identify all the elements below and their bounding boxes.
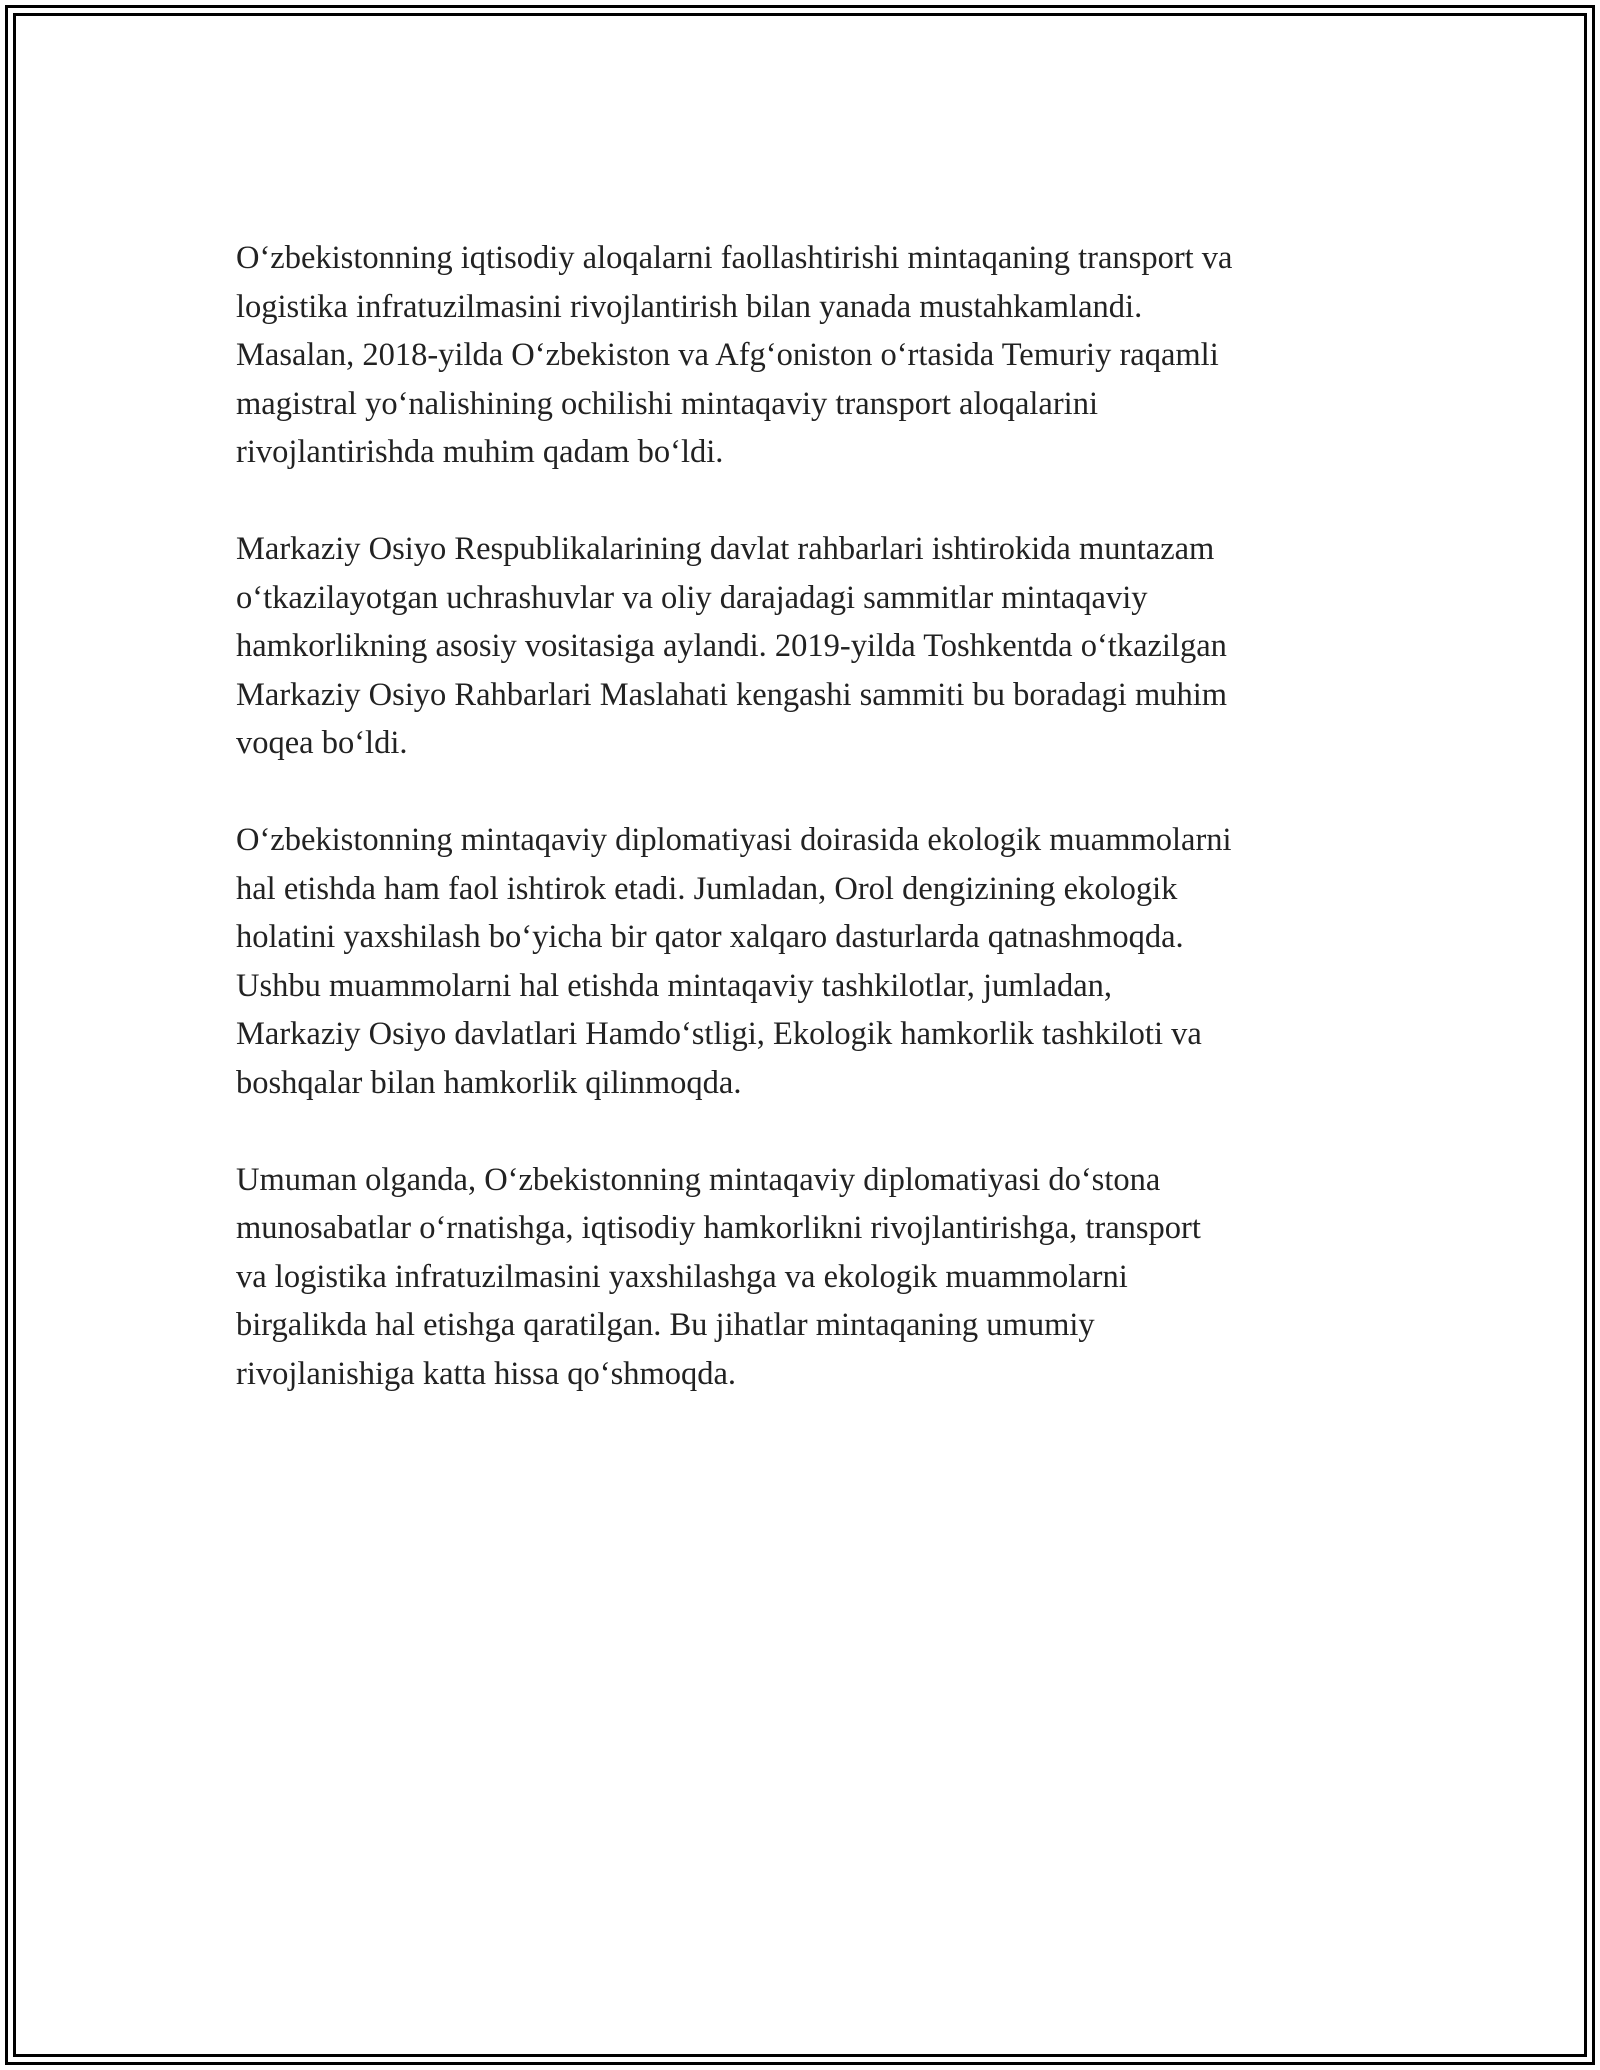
text-line: logistika infratuzilmasini rivojlantirish bilan yanada mustahkamlandi. bbox=[236, 288, 1143, 325]
text-line: magistral yo‘nalishining ochilishi mintaqaviy transport aloqalarini bbox=[236, 385, 1098, 422]
text-line: hal etishda ham faol ishtirok etadi. Jumladan, Orol dengizining ekologik bbox=[236, 870, 1178, 907]
text-line: Umuman olganda, O‘zbekistonning mintaqaviy diplomatiyasi do‘stona bbox=[236, 1161, 1161, 1198]
paragraph-1 bbox=[236, 234, 1381, 477]
text-line: birgalikda hal etishga qaratilgan. Bu jihatlar mintaqaning umumiy bbox=[236, 1307, 1095, 1343]
text-line: va logistika infratuzilmasini yaxshilashga va ekologik muammolarni bbox=[236, 1258, 1128, 1295]
paragraph-3 bbox=[236, 816, 1381, 1107]
text-line: Masalan, 2018-yilda O‘zbekiston va Afg‘oniston o‘rtasida Temuriy raqamli bbox=[236, 337, 1219, 373]
document-body bbox=[236, 234, 1381, 1447]
text-line: munosabatlar o‘rnatishga, iqtisodiy hamkorlikni rivojlantirishga, transport bbox=[236, 1210, 1201, 1246]
text-line: Markaziy Osiyo davlatlari Hamdo‘stligi, Ekologik hamkorlik tashkiloti va bbox=[236, 1016, 1202, 1052]
text-line: hamkorlikning asosiy vositasiga aylandi. 2019-yilda Toshkentda o‘tkazilgan bbox=[236, 628, 1227, 664]
text-line: Markaziy Osiyo Respublikalarining davlat rahbarlari ishtirokida muntazam bbox=[236, 531, 1215, 567]
paragraph-2 bbox=[236, 525, 1381, 768]
text-line: holatini yaxshilash bo‘yicha bir qator xalqaro dasturlarda qatnashmoqda. bbox=[236, 919, 1184, 955]
text-line: rivojlanishiga katta hissa qo‘shmoqda. bbox=[236, 1355, 737, 1392]
text-line: O‘zbekistonning mintaqaviy diplomatiyasi doirasida ekologik muammolarni bbox=[236, 822, 1232, 858]
text-line: voqea bo‘ldi. bbox=[236, 725, 408, 761]
text-line: O‘zbekistonning iqtisodiy aloqalarni faollashtirishi mintaqaning transport va bbox=[236, 240, 1233, 276]
text-line: Markaziy Osiyo Rahbarlari Maslahati kengashi sammiti bu boradagi muhim bbox=[236, 676, 1228, 713]
paragraph-4 bbox=[236, 1156, 1381, 1399]
text-line: boshqalar bilan hamkorlik qilinmoqda. bbox=[236, 1064, 742, 1101]
text-line: Ushbu muammolarni hal etishda mintaqaviy tashkilotlar, jumladan, bbox=[236, 967, 1113, 1004]
text-line: rivojlantirishda muhim qadam bo‘ldi. bbox=[236, 434, 724, 470]
text-line: o‘tkazilayotgan uchrashuvlar va oliy darajadagi sammitlar mintaqaviy bbox=[236, 579, 1148, 616]
